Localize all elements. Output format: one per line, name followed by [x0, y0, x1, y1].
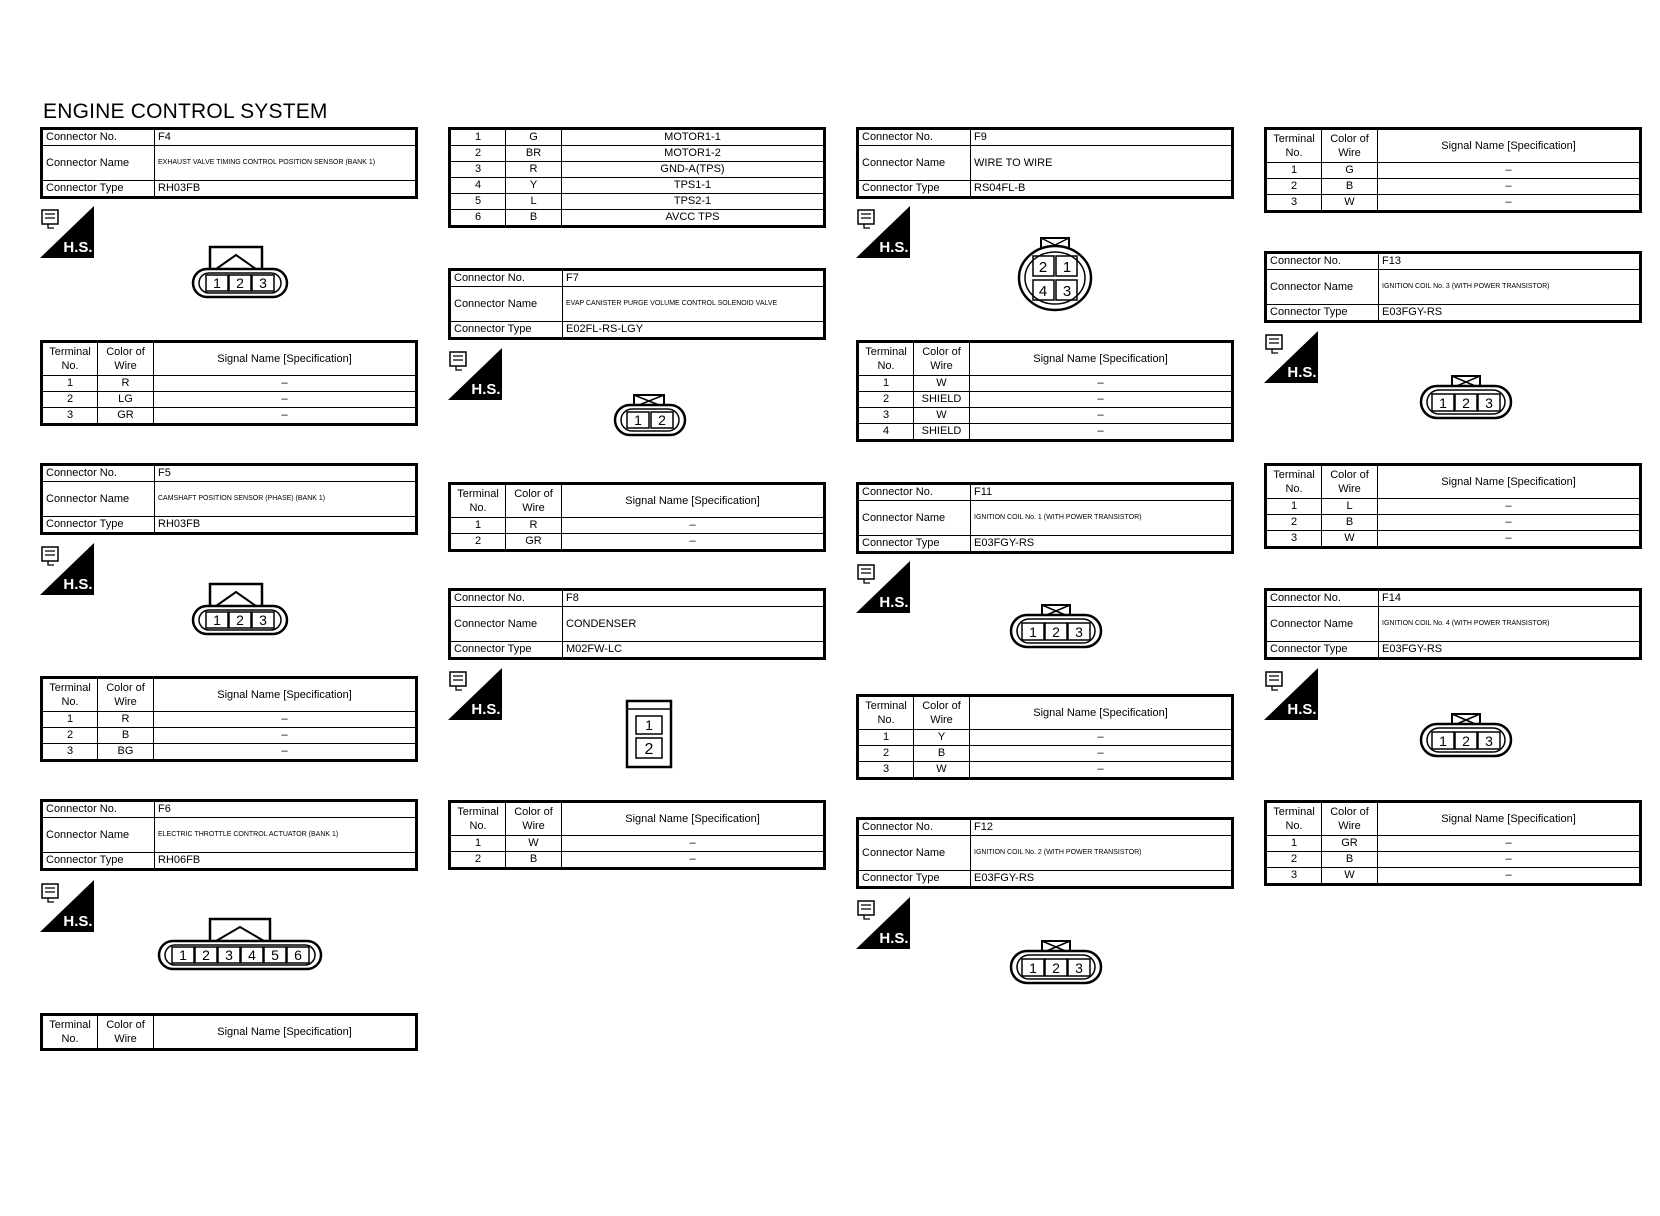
connector-info-f5 — [40, 463, 418, 535]
header-color-of-wire: Color of Wire — [506, 802, 562, 836]
svg-text:1: 1 — [1029, 960, 1037, 976]
header-signal-name: Signal Name [Specification] — [1378, 129, 1641, 163]
connector-face-f5 — [190, 580, 290, 640]
terminal-table-f6-header — [40, 1013, 418, 1051]
label-connector-name: Connector Name — [1266, 270, 1379, 305]
table-row: 1 W – — [450, 836, 825, 852]
connector-info-f7 — [448, 268, 826, 340]
terminal-table-f8 — [448, 800, 826, 870]
label-connector-name: Connector Name — [450, 607, 563, 642]
label-connector-name: Connector Name — [1266, 607, 1379, 642]
terminal-table-f11 — [856, 694, 1234, 780]
header-terminal-no: Terminal No. — [450, 484, 506, 518]
svg-text:1: 1 — [645, 717, 653, 733]
svg-text:2: 2 — [658, 412, 666, 428]
label-connector-no: Connector No. — [42, 801, 155, 818]
connector-type: RS04FL-B — [971, 181, 1233, 198]
label-connector-name: Connector Name — [42, 146, 155, 181]
connector-no: F7 — [563, 270, 825, 287]
svg-text:2: 2 — [1462, 395, 1470, 411]
terminal-table-f9 — [856, 340, 1234, 442]
header-color-of-wire: Color of Wire — [914, 342, 970, 376]
hs-harness-side-icon — [1264, 331, 1318, 383]
connector-name: EXHAUST VALVE TIMING CONTROL POSITION SENSOR (BANK 1) — [155, 146, 417, 181]
connector-face-f7 — [612, 393, 688, 439]
header-terminal-no: Terminal No. — [1266, 465, 1322, 499]
header-terminal-no: Terminal No. — [42, 342, 98, 376]
table-row: 1 G – — [1266, 163, 1641, 179]
svg-text:1: 1 — [213, 612, 221, 628]
connector-info-f14 — [1264, 588, 1642, 660]
connector-type: E03FGY-RS — [971, 536, 1233, 553]
svg-text:2: 2 — [1038, 259, 1048, 276]
header-signal-name: Signal Name [Specification] — [562, 802, 825, 836]
terminal-table-f4 — [40, 340, 418, 426]
svg-text:H.S.: H.S. — [879, 930, 909, 947]
header-terminal-no: Terminal No. — [1266, 802, 1322, 836]
svg-text:H.S.: H.S. — [471, 381, 501, 398]
table-row: 5 L TPS2-1 — [450, 194, 825, 210]
svg-text:3: 3 — [225, 947, 233, 963]
svg-text:1: 1 — [1029, 624, 1037, 640]
svg-text:4: 4 — [1038, 283, 1048, 300]
svg-text:1: 1 — [213, 275, 221, 291]
header-signal-name: Signal Name [Specification] — [1378, 802, 1641, 836]
connector-name: IGNITION COIL No. 2 (WITH POWER TRANSISTOR) — [971, 836, 1233, 871]
svg-text:H.S.: H.S. — [471, 701, 501, 718]
connector-no: F11 — [971, 484, 1233, 501]
svg-text:3: 3 — [1062, 283, 1072, 300]
terminal-table-f12 — [1264, 127, 1642, 213]
table-row: 4 SHIELD – — [858, 424, 1233, 441]
connector-type: RH03FB — [155, 517, 417, 534]
label-connector-no: Connector No. — [1266, 253, 1379, 270]
svg-text:H.S.: H.S. — [879, 239, 909, 256]
connector-face-f12 — [1008, 939, 1104, 989]
table-row: 1 Y – — [858, 730, 1233, 746]
connector-type: E03FGY-RS — [971, 871, 1233, 888]
svg-text:1: 1 — [1439, 733, 1447, 749]
label-connector-no: Connector No. — [450, 590, 563, 607]
terminal-table-f5 — [40, 676, 418, 762]
svg-text:H.S.: H.S. — [63, 913, 93, 930]
svg-text:H.S.: H.S. — [63, 239, 93, 256]
svg-text:1: 1 — [179, 947, 187, 963]
table-row: 1 G MOTOR1-1 — [450, 129, 825, 146]
label-connector-type: Connector Type — [42, 853, 155, 870]
hs-harness-side-icon — [448, 348, 502, 400]
label-connector-type: Connector Type — [450, 322, 563, 339]
header-color-of-wire: Color of Wire — [506, 484, 562, 518]
table-row: 3 W – — [1266, 531, 1641, 548]
svg-text:2: 2 — [1462, 733, 1470, 749]
hs-harness-side-icon — [856, 206, 910, 258]
header-terminal-no: Terminal No. — [42, 1015, 98, 1050]
label-connector-type: Connector Type — [450, 642, 563, 659]
connector-no: F13 — [1379, 253, 1641, 270]
svg-text:1: 1 — [634, 412, 642, 428]
terminal-table-f13 — [1264, 463, 1642, 549]
connector-info-f6 — [40, 799, 418, 871]
header-terminal-no: Terminal No. — [858, 342, 914, 376]
svg-text:2: 2 — [236, 612, 244, 628]
connector-face-f8 — [624, 698, 674, 770]
connector-name: IGNITION COIL No. 1 (WITH POWER TRANSISTOR) — [971, 501, 1233, 536]
connector-no: F4 — [155, 129, 417, 146]
header-color-of-wire: Color of Wire — [914, 696, 970, 730]
header-color-of-wire: Color of Wire — [1322, 802, 1378, 836]
svg-text:3: 3 — [1485, 733, 1493, 749]
label-connector-no: Connector No. — [450, 270, 563, 287]
connector-face-f11 — [1008, 603, 1104, 653]
table-row: 2 B – — [1266, 515, 1641, 531]
svg-text:3: 3 — [259, 275, 267, 291]
table-row: 1 R – — [42, 712, 417, 728]
connector-face-f9 — [1015, 236, 1095, 312]
connector-face-f13 — [1418, 374, 1514, 424]
hs-harness-side-icon — [40, 880, 94, 932]
terminal-table-f14 — [1264, 800, 1642, 886]
connector-no: F12 — [971, 819, 1233, 836]
header-signal-name: Signal Name [Specification] — [154, 342, 417, 376]
label-connector-name: Connector Name — [450, 287, 563, 322]
label-connector-type: Connector Type — [42, 181, 155, 198]
table-row: 6 B AVCC TPS — [450, 210, 825, 227]
connector-type: E02FL-RS-LGY — [563, 322, 825, 339]
connector-type: M02FW-LC — [563, 642, 825, 659]
hs-harness-side-icon — [856, 897, 910, 949]
connector-name: CAMSHAFT POSITION SENSOR (PHASE) (BANK 1) — [155, 482, 417, 517]
table-row: 2 B – — [1266, 179, 1641, 195]
svg-text:3: 3 — [259, 612, 267, 628]
header-color-of-wire: Color of Wire — [1322, 465, 1378, 499]
connector-info-f9 — [856, 127, 1234, 199]
table-row: 3 W – — [858, 408, 1233, 424]
table-row: 2 LG – — [42, 392, 417, 408]
table-row: 3 GR – — [42, 408, 417, 425]
terminal-table-f7 — [448, 482, 826, 552]
svg-text:H.S.: H.S. — [1287, 364, 1317, 381]
connector-face-f14 — [1418, 712, 1514, 762]
connector-type: E03FGY-RS — [1379, 305, 1641, 322]
svg-text:2: 2 — [1052, 960, 1060, 976]
label-connector-no: Connector No. — [1266, 590, 1379, 607]
connector-info-f13 — [1264, 251, 1642, 323]
connector-info-f12 — [856, 817, 1234, 889]
header-signal-name: Signal Name [Specification] — [154, 1015, 417, 1050]
header-signal-name: Signal Name [Specification] — [562, 484, 825, 518]
svg-text:3: 3 — [1075, 960, 1083, 976]
header-terminal-no: Terminal No. — [450, 802, 506, 836]
header-terminal-no: Terminal No. — [858, 696, 914, 730]
table-row: 2 GR – — [450, 534, 825, 551]
header-signal-name: Signal Name [Specification] — [970, 696, 1233, 730]
page-title: ENGINE CONTROL SYSTEM — [43, 100, 328, 123]
table-row: 3 R GND-A(TPS) — [450, 162, 825, 178]
connector-info-f11 — [856, 482, 1234, 554]
terminal-table-f6 — [448, 127, 826, 228]
header-color-of-wire: Color of Wire — [98, 1015, 154, 1050]
label-connector-no: Connector No. — [42, 465, 155, 482]
header-color-of-wire: Color of Wire — [98, 678, 154, 712]
svg-text:1: 1 — [1062, 259, 1072, 276]
connector-face-f4 — [190, 243, 290, 303]
connector-info-f4 — [40, 127, 418, 199]
connector-no: F14 — [1379, 590, 1641, 607]
header-terminal-no: Terminal No. — [1266, 129, 1322, 163]
hs-harness-side-icon — [40, 543, 94, 595]
svg-text:5: 5 — [271, 947, 279, 963]
label-connector-type: Connector Type — [1266, 305, 1379, 322]
label-connector-type: Connector Type — [858, 181, 971, 198]
label-connector-no: Connector No. — [42, 129, 155, 146]
svg-text:2: 2 — [1052, 624, 1060, 640]
table-row: 2 SHIELD – — [858, 392, 1233, 408]
connector-name: ELECTRIC THROTTLE CONTROL ACTUATOR (BANK 1) — [155, 818, 417, 853]
hs-harness-side-icon — [1264, 668, 1318, 720]
connector-type: RH06FB — [155, 853, 417, 870]
table-row: 3 W – — [1266, 195, 1641, 212]
header-terminal-no: Terminal No. — [42, 678, 98, 712]
label-connector-name: Connector Name — [42, 818, 155, 853]
hs-harness-side-icon — [856, 561, 910, 613]
header-signal-name: Signal Name [Specification] — [1378, 465, 1641, 499]
table-row: 2 BR MOTOR1-2 — [450, 146, 825, 162]
svg-text:2: 2 — [644, 741, 654, 758]
label-connector-type: Connector Type — [42, 517, 155, 534]
connector-name: EVAP CANISTER PURGE VOLUME CONTROL SOLENOID VALVE — [563, 287, 825, 322]
svg-text:H.S.: H.S. — [879, 594, 909, 611]
connector-no: F5 — [155, 465, 417, 482]
svg-text:2: 2 — [236, 275, 244, 291]
table-row: 3 W – — [1266, 868, 1641, 885]
table-row: 2 B – — [1266, 852, 1641, 868]
table-row: 1 L – — [1266, 499, 1641, 515]
table-row: 4 Y TPS1-1 — [450, 178, 825, 194]
table-row: 2 B – — [42, 728, 417, 744]
connector-name: IGNITION COIL No. 3 (WITH POWER TRANSISTOR) — [1379, 270, 1641, 305]
table-row: 1 R – — [450, 518, 825, 534]
svg-text:4: 4 — [248, 947, 256, 963]
label-connector-type: Connector Type — [858, 871, 971, 888]
svg-text:2: 2 — [202, 947, 210, 963]
svg-text:H.S.: H.S. — [63, 576, 93, 593]
connector-type: E03FGY-RS — [1379, 642, 1641, 659]
table-row: 3 BG – — [42, 744, 417, 761]
table-row: 1 GR – — [1266, 836, 1641, 852]
connector-face-f6 — [156, 915, 324, 975]
svg-text:3: 3 — [1485, 395, 1493, 411]
label-connector-name: Connector Name — [858, 146, 971, 181]
table-row: 1 W – — [858, 376, 1233, 392]
connector-no: F6 — [155, 801, 417, 818]
label-connector-type: Connector Type — [858, 536, 971, 553]
hs-harness-side-icon — [448, 668, 502, 720]
connector-no: F9 — [971, 129, 1233, 146]
hs-harness-side-icon — [40, 206, 94, 258]
header-signal-name: Signal Name [Specification] — [970, 342, 1233, 376]
label-connector-no: Connector No. — [858, 819, 971, 836]
label-connector-no: Connector No. — [858, 484, 971, 501]
svg-text:1: 1 — [1439, 395, 1447, 411]
connector-info-f8 — [448, 588, 826, 660]
svg-text:3: 3 — [1075, 624, 1083, 640]
label-connector-name: Connector Name — [858, 501, 971, 536]
label-connector-type: Connector Type — [1266, 642, 1379, 659]
header-signal-name: Signal Name [Specification] — [154, 678, 417, 712]
label-connector-name: Connector Name — [858, 836, 971, 871]
table-row: 2 B – — [450, 852, 825, 869]
svg-text:6: 6 — [294, 947, 302, 963]
svg-text:H.S.: H.S. — [1287, 701, 1317, 718]
label-connector-name: Connector Name — [42, 482, 155, 517]
label-connector-no: Connector No. — [858, 129, 971, 146]
connector-name: IGNITION COIL No. 4 (WITH POWER TRANSISTOR) — [1379, 607, 1641, 642]
header-color-of-wire: Color of Wire — [1322, 129, 1378, 163]
connector-no: F8 — [563, 590, 825, 607]
connector-type: RH03FB — [155, 181, 417, 198]
connector-name: WIRE TO WIRE — [971, 146, 1233, 181]
connector-name: CONDENSER — [563, 607, 825, 642]
table-row: 1 R – — [42, 376, 417, 392]
table-row: 2 B – — [858, 746, 1233, 762]
table-row: 3 W – — [858, 762, 1233, 779]
header-color-of-wire: Color of Wire — [98, 342, 154, 376]
